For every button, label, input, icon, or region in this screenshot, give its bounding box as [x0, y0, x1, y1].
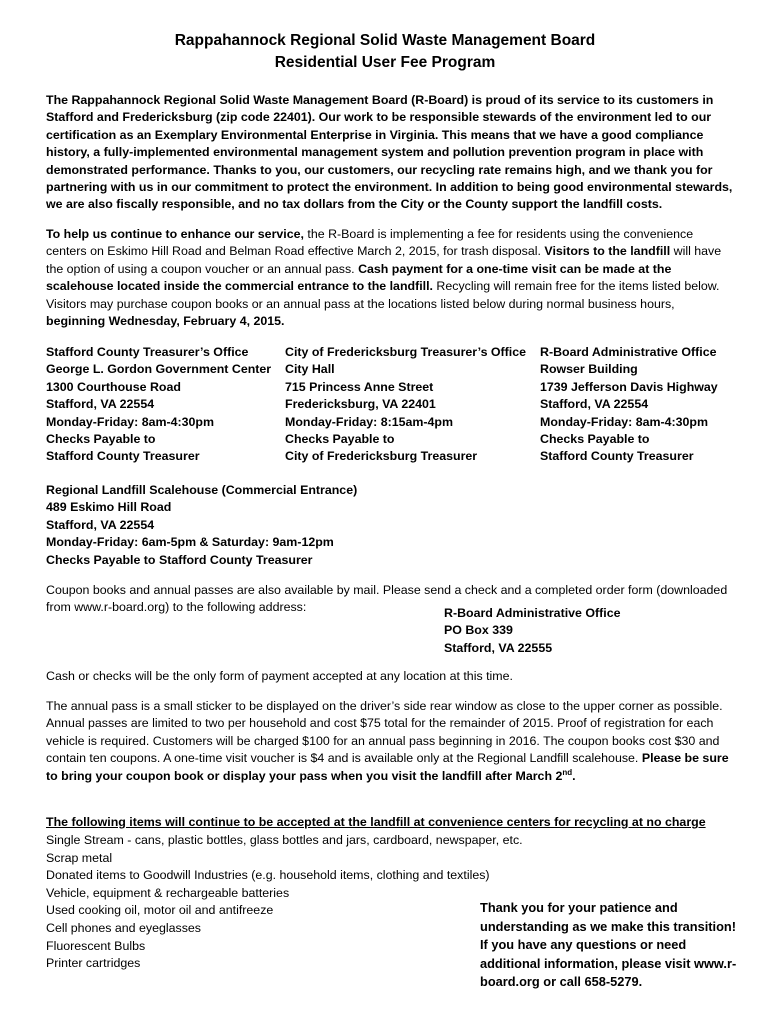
landfill-line: Monday-Friday: 6am-5pm & Saturday: 9am-12pm	[46, 535, 334, 550]
location-line: Checks Payable to	[540, 432, 650, 447]
list-item: Single Stream - cans, plastic bottles, glass bottles and jars, cardboard, newspaper, etc.	[46, 833, 523, 847]
location-line: Monday-Friday: 8am-4:30pm	[540, 414, 708, 429]
recycling-list	[46, 832, 523, 973]
annual-pass-end: .	[572, 768, 576, 783]
service-text-2: will have the option of using a coupon voucher or an annual pass.	[46, 244, 722, 276]
service-bold-1: Visitors to the landfill	[544, 244, 671, 259]
landfill-line: 489 Eskimo Hill Road	[46, 500, 172, 515]
location-rboard-office	[540, 344, 718, 466]
recycling-heading: The following items will continue to be accepted at the landfill at convenience centers for recycling at no charge	[46, 815, 706, 829]
location-line: City of Fredericksburg Treasurer’s Office	[285, 345, 527, 359]
location-fredericksburg-treasurer	[285, 344, 526, 466]
cash-note: Cash or checks will be the only form of payment accepted at any location at this time.	[46, 669, 513, 683]
service-lead: To help us continue to enhance our service,	[46, 227, 304, 241]
service-bold-3: beginning Wednesday, February 4, 2015.	[46, 314, 285, 329]
mail-order-paragraph: Coupon books and annual passes are also available by mail. Please send a check and a completed order form (downloaded from www.r-board.org) to the following address:	[46, 583, 728, 615]
mail-address-line: Stafford, VA 22555	[444, 640, 553, 655]
annual-pass-text: The annual pass is a small sticker to be displayed on the driver’s side rear window as close to the upper corner as possible. Annual passes are limited to two per household and cost $75 total for the remainder of 2015. Proof of registration for each vehicle is required. Customers will be charged $100 for an annual pass beginning in 2016. The coupon books cost $30 and contain ten coupons. A one-time visit voucher is $4 and is available only at the Regional Landfill scalehouse.	[46, 699, 723, 766]
service-bold-2: Cash payment for a one-time visit can be made at the scalehouse located inside the commercial entrance to the landfill.	[46, 261, 672, 294]
location-line: Monday-Friday: 8:15am-4pm	[285, 414, 453, 429]
mail-address-block	[444, 605, 620, 657]
list-item: Fluorescent Bulbs	[46, 938, 146, 953]
location-line: Stafford, VA 22554	[540, 397, 649, 412]
location-line: Checks Payable to	[46, 432, 156, 447]
location-line: Fredericksburg, VA 22401	[285, 397, 436, 412]
location-line: Stafford County Treasurer	[540, 449, 694, 464]
location-line: 1739 Jefferson Davis Highway	[540, 379, 718, 394]
landfill-scalehouse-block	[46, 482, 357, 569]
location-line: Checks Payable to	[285, 432, 395, 447]
location-line: Monday-Friday: 8am-4:30pm	[46, 414, 214, 429]
location-line: R-Board Administrative Office	[540, 345, 717, 359]
mail-address-line: PO Box 339	[444, 623, 513, 638]
document-subtitle: Residential User Fee Program	[274, 54, 496, 71]
landfill-line: Stafford, VA 22554	[46, 517, 155, 532]
landfill-line: Regional Landfill Scalehouse (Commercial Entrance)	[46, 483, 358, 497]
landfill-line: Checks Payable to Stafford County Treasurer	[46, 552, 313, 567]
location-stafford-treasurer	[46, 344, 271, 466]
document-title: Rappahannock Regional Solid Waste Management Board	[174, 32, 596, 49]
intro-paragraph: The Rappahannock Regional Solid Waste Management Board (R-Board) is proud of its service to its customers in Stafford and Fredericksburg (zip code 22401). Our work to be responsible stewards of the environment led to our certification as an Exemplary Environmental Enterprise in Virginia. This means that we have a good compliance history, a fully-implemented environmental management system and pollution prevention program in place with demonstrated performance. Thanks to you, our customers, our recycling rate remains high, and we thank you for partnering with us in our commitment to protect the environment. In addition to being good environmental stewards, we are also fiscally responsible, and no tax dollars from the City or the County support the landfill costs.	[46, 93, 733, 212]
list-item: Scrap metal	[46, 850, 113, 865]
location-line: City of Fredericksburg Treasurer	[285, 449, 478, 464]
location-line: Rowser Building	[540, 362, 638, 377]
service-paragraph	[46, 226, 736, 330]
thank-you-note: Thank you for your patience and understanding as we make this transition! If you have any questions or need additional information, please visit www.r-board.org or call 658-5279.	[480, 900, 737, 990]
location-line: 715 Princess Anne Street	[285, 379, 434, 394]
mail-address-line: R-Board Administrative Office	[444, 606, 621, 620]
location-line: 1300 Courthouse Road	[46, 379, 181, 394]
service-text-1: the R-Board is implementing a fee for residents using the convenience centers on Eskimo Hill Road and Belman Road effective March 2, 2015, for trash disposal.	[46, 227, 694, 259]
annual-pass-bold: Please be sure to bring your coupon book or display your pass when you visit the landfill after March 2	[46, 751, 729, 783]
list-item: Printer cartridges	[46, 956, 141, 971]
list-item: Cell phones and eyeglasses	[46, 920, 201, 935]
location-line: City Hall	[285, 362, 335, 377]
list-item: Vehicle, equipment & rechargeable batteries	[46, 885, 290, 900]
location-line: Stafford County Treasurer’s Office	[46, 345, 249, 359]
location-line: Stafford, VA 22554	[46, 397, 155, 412]
list-item: Donated items to Goodwill Industries (e.g. household items, clothing and textiles)	[46, 868, 490, 883]
annual-pass-sup: nd	[562, 767, 573, 777]
location-line: George L. Gordon Government Center	[46, 362, 272, 377]
service-text-3: Recycling will remain free for the items listed below. Visitors may purchase coupon books or an annual pass at the locations listed below during normal business hours,	[46, 279, 720, 311]
list-item: Used cooking oil, motor oil and antifreeze	[46, 903, 274, 918]
location-line: Stafford County Treasurer	[46, 449, 200, 464]
annual-pass-paragraph	[46, 698, 736, 785]
